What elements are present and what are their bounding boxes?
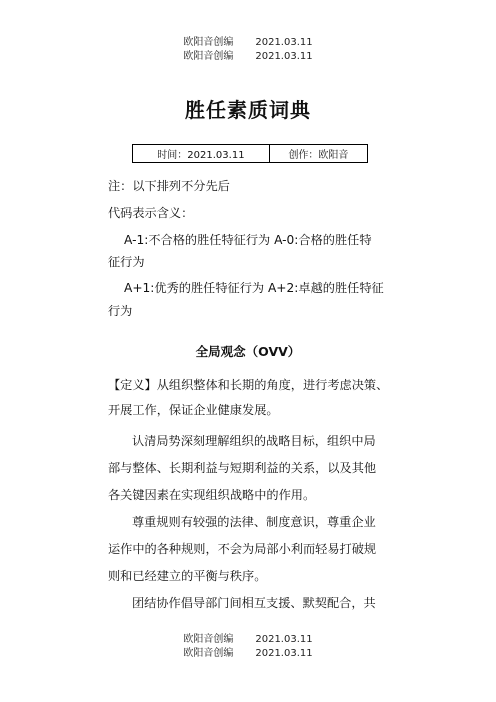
section-title: 全局观念（OVV） bbox=[195, 344, 301, 359]
header-date: 2021.03.11 bbox=[255, 51, 313, 62]
definition-line: 【定义】从组织整体和长期的角度，进行考虑决策、 bbox=[108, 378, 389, 392]
paragraph-line: 部与整体、长期利益与短期利益的关系，以及其他 bbox=[108, 461, 377, 475]
header-date: 2021.03.11 bbox=[255, 37, 313, 48]
page-header bbox=[0, 36, 496, 64]
meta-table bbox=[132, 144, 368, 163]
header-line bbox=[0, 50, 496, 64]
paragraph-line: 团结协作倡导部门间相互支援、默契配合，共 bbox=[132, 596, 376, 610]
document-title: 胜任素质词典 bbox=[185, 98, 311, 122]
meta-author: 创作：欧阳音 bbox=[269, 145, 367, 163]
paragraph-line: 认清局势深刻理解组织的战略目标，组织中局 bbox=[132, 434, 376, 448]
footer-line bbox=[0, 647, 496, 661]
code-meaning-label: 代码表示含义： bbox=[108, 206, 194, 220]
header-author: 欧阳音创编 bbox=[183, 37, 234, 48]
footer-date: 2021.03.11 bbox=[255, 634, 313, 645]
footer-author: 欧阳音创编 bbox=[183, 648, 234, 659]
code-line: 行为 bbox=[108, 304, 133, 318]
page-footer bbox=[0, 633, 496, 661]
header-line bbox=[0, 36, 496, 50]
code-line: A+1:优秀的胜任特征行为 A+2:卓越的胜任特征 bbox=[124, 281, 384, 295]
paragraph-line: 尊重规则有较强的法律、制度意识，尊重企业 bbox=[132, 515, 376, 529]
code-line: 征行为 bbox=[108, 255, 145, 269]
footer-line bbox=[0, 633, 496, 647]
footer-author: 欧阳音创编 bbox=[183, 634, 234, 645]
header-author: 欧阳音创编 bbox=[183, 51, 234, 62]
paragraph-line: 则和已经建立的平衡与秩序。 bbox=[108, 569, 267, 583]
meta-time: 时间：2021.03.11 bbox=[133, 145, 270, 163]
definition-line: 开展工作，保证企业健康发展。 bbox=[108, 403, 279, 417]
paragraph-line: 运作中的各种规则，不会为局部小利而轻易打破规 bbox=[108, 542, 377, 556]
paragraph-line: 各关键因素在实现组织战略中的作用。 bbox=[108, 488, 316, 502]
code-line: A-1:不合格的胜任特征行为 A-0:合格的胜任特 bbox=[124, 233, 372, 247]
note-line: 注：以下排列不分先后 bbox=[108, 179, 230, 193]
footer-date: 2021.03.11 bbox=[255, 648, 313, 659]
